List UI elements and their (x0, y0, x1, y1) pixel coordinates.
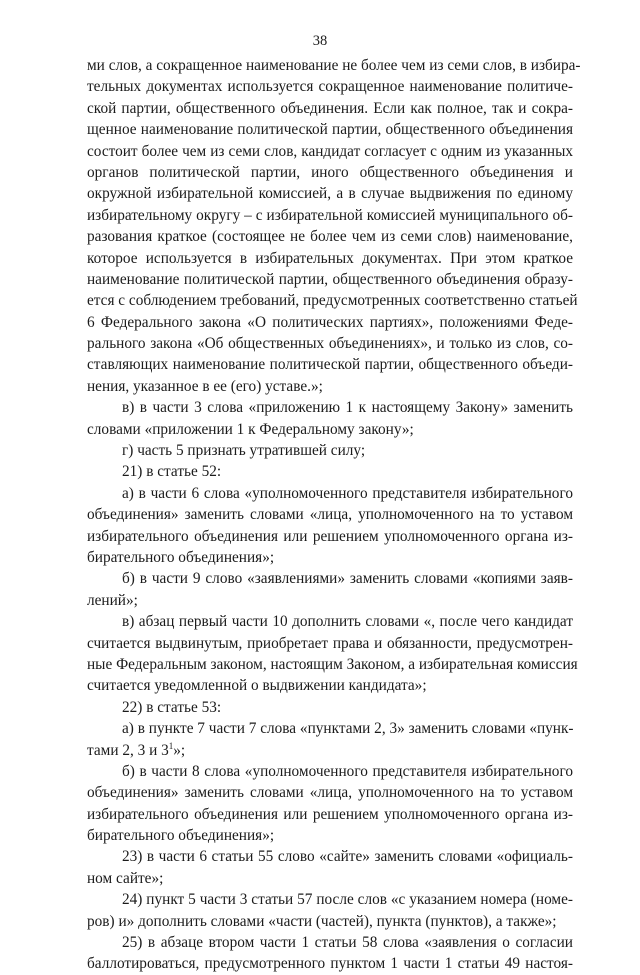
text-line (87, 119, 573, 140)
text-line (87, 590, 573, 611)
text-line-content: ставляющих наименование политической партии, общественного объеди- (87, 356, 573, 374)
text-line (87, 654, 578, 675)
text-line (87, 611, 573, 632)
superscript: 1 (168, 740, 174, 751)
text-line-content: которое используется в избирательных документах. При этом краткое (87, 249, 573, 267)
text-line-content: 23) в части 6 статьи 55 слово «сайте» заменить словами «официаль- (122, 848, 573, 866)
text-line (87, 547, 573, 568)
text-line (87, 526, 573, 547)
text-line-content: окружной избирательной комиссией, а в случае выдвижения по единому (87, 185, 573, 203)
text-line (87, 98, 573, 119)
body-text (87, 55, 581, 975)
text-line-tail: »; (173, 741, 186, 759)
text-line (87, 697, 573, 718)
text-line-content: а) в пункте 7 части 7 слова «пунктами 2, 3» заменить словами «пунк- (122, 720, 574, 738)
text-line (87, 76, 573, 97)
text-line-content: тельных документах используется сокращенное наименование политиче- (87, 78, 573, 96)
text-line-content: тами 2, 3 и 3 (87, 741, 169, 759)
text-line-content: избирательного объединения или решением уполномоченного органа из- (87, 805, 573, 823)
text-line-content: б) в части 9 слово «заявлениями» заменить словами «копиями заяв- (122, 570, 573, 588)
text-line (87, 141, 573, 162)
text-line-content: 21) в статье 52: (122, 463, 222, 481)
text-line (87, 162, 573, 183)
text-line (87, 568, 573, 589)
text-line (87, 868, 573, 889)
text-line-content: избирательного объединения или решением уполномоченного органа из- (87, 527, 573, 545)
text-line-content: г) часть 5 признать утратившей силу; (122, 442, 366, 460)
text-line-content: ном сайте»; (87, 869, 164, 887)
page-number: 38 (312, 33, 328, 49)
text-line-content: ской партии, общественного объединения. Если как полное, так и сокра- (87, 99, 573, 117)
text-line-content: избирательному округу – с избирательной комиссией муниципального об- (87, 206, 573, 224)
text-line-content: наименование политической партии, общественного объединения образу- (87, 270, 573, 288)
text-line-content: а) в части 6 слова «уполномоченного представителя избирательного (122, 484, 573, 502)
text-line (87, 718, 573, 739)
text-line (87, 825, 573, 846)
text-line (87, 911, 573, 932)
text-line (87, 675, 573, 696)
text-line-content: объединения» заменить словами «лица, уполномоченного на то уставом (87, 506, 573, 524)
text-line (87, 333, 573, 354)
text-line-content: нения, указанное в ее (его) уставе.»; (87, 377, 323, 395)
text-line-content: бирательного объединения»; (87, 827, 275, 845)
text-line (87, 440, 573, 461)
text-line-content: лений»; (87, 591, 138, 609)
text-line-content: разования краткое (состоящее не более чем из семи слов) наименование, (87, 228, 573, 246)
text-line (87, 761, 573, 782)
text-line (87, 483, 573, 504)
text-line (87, 354, 573, 375)
text-line (87, 183, 573, 204)
text-line-content: ные Федеральным законом, настоящим Законом, а избирательная комиссия (87, 655, 578, 673)
text-line (87, 419, 573, 440)
text-line (87, 205, 573, 226)
text-line (87, 248, 573, 269)
text-line-content: баллотироваться, предусмотренного пунктом 1 части 1 статьи 49 настоя- (87, 955, 573, 973)
text-line-content: бирательного объединения»; (87, 548, 275, 566)
text-line (87, 804, 573, 825)
text-line (87, 782, 573, 803)
text-line (87, 461, 573, 482)
text-line (87, 290, 578, 311)
text-line-content: объединения» заменить словами «лица, уполномоченного на то уставом (87, 784, 573, 802)
text-line-content: щенное наименование политической партии, общественного объединения (87, 121, 573, 139)
text-line-content: рального закона «Об общественных объединениях», и только из слов, со- (87, 335, 573, 353)
text-line-content: 24) пункт 5 части 3 статьи 57 после слов «с указанием номера (номе- (122, 891, 573, 909)
text-line-content: ров) и» дополнить словами «части (частей), пункта (пунктов), а также»; (87, 912, 557, 930)
text-line (87, 397, 573, 418)
text-line-content: словами «приложении 1 к Федеральному закону»; (87, 420, 414, 438)
text-line (87, 504, 573, 525)
text-line (87, 889, 573, 910)
text-line (87, 932, 573, 953)
text-line (87, 376, 573, 397)
text-line (87, 226, 573, 247)
text-line (87, 846, 573, 867)
text-line-content: 25) в абзаце втором части 1 статьи 58 слова «заявления о согласии (122, 934, 573, 952)
text-line (87, 55, 581, 76)
text-line-content: считается уведомленной о выдвижении кандидата»; (87, 677, 427, 695)
text-line-content: ми слов, а сокращенное наименование не более чем из семи слов, в избира- (87, 57, 581, 74)
text-line (87, 312, 573, 333)
text-line (87, 740, 573, 761)
text-line-content: считается выдвинутым, приобретает права и обязанности, предусмотрен- (87, 634, 573, 652)
text-line-content: 22) в статье 53: (122, 698, 222, 716)
text-line-content: б) в части 8 слова «уполномоченного представителя избирательного (122, 762, 573, 780)
text-line (87, 633, 573, 654)
text-line-content: в) в части 3 слова «приложению 1 к настоящему Закону» заменить (122, 399, 573, 417)
text-line-content: в) абзац первый части 10 дополнить словами «, после чего кандидат (122, 613, 573, 631)
text-line (87, 269, 573, 290)
text-line (87, 953, 573, 974)
text-line-content: 6 Федерального закона «О политических партиях», положениями Феде- (87, 313, 573, 331)
text-line-content: ется с соблюдением требований, предусмотренных соответственно статьей (87, 292, 578, 310)
text-line-content: органов политической партии, иного общественного объединения и (87, 163, 573, 181)
text-line-content: состоит более чем из семи слов, кандидат согласует с одним из указанных (87, 142, 573, 160)
